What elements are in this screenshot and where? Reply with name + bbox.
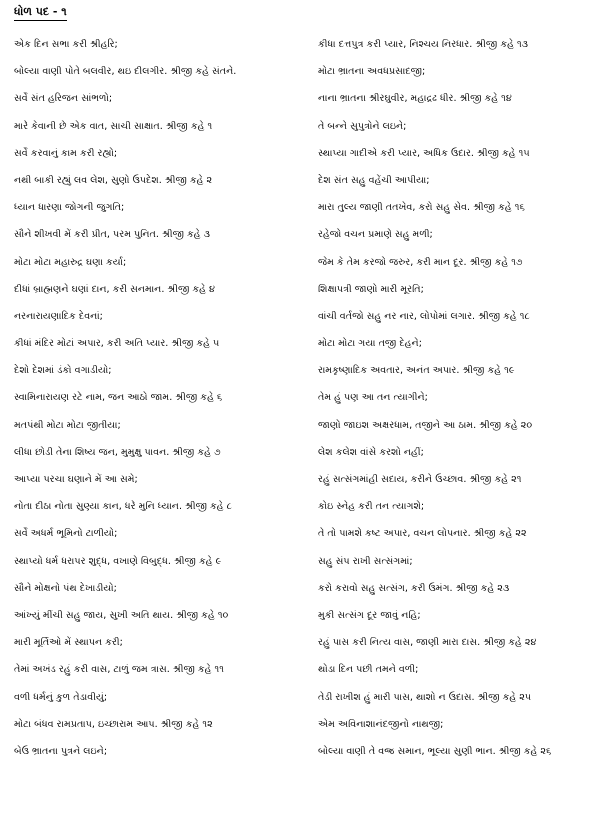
left-verse-line: કીધાં મંદિર મોટાં અપાર, કરી અતિ પ્યાર. શ્રીજી કહે ૫: [14, 338, 220, 350]
right-verse-line: દેશ સંત સહુ વહેંચી આપીયા;: [318, 174, 430, 186]
left-verse-line: દીધાં બ્રાહ્મણને ઘણાં દાન, કરી સનમાન. શ્રીજી કહે ૪: [14, 283, 216, 295]
right-verse-line: મોટા ભ્રાતના અવધપ્રસાદજી;: [318, 66, 426, 78]
left-verse-line: એક દિન સભા કરી શ્રીહરિ;: [14, 39, 118, 50]
left-verse-line: સર્વે સંત હરિજન સાંભળો;: [14, 93, 113, 105]
right-verse-line: લેશ કલેશ વાંસે કરશો નહીં;: [318, 446, 424, 458]
left-verse-line: સ્વામિનારાયણ રટે નામ, જન આઠો જામ. શ્રીજી કહે ૬: [14, 392, 223, 404]
right-verse-line: તે તો પામશે કષ્ટ અપાર, વચન લોપનાર. શ્રીજી કહે ૨૨: [318, 528, 527, 540]
left-verse-line: મારે કેવાની છે એક વાત, સાચી સાક્ષાત. શ્રીજી કહે ૧: [14, 120, 213, 132]
right-verse-line: એમ અવિનાશાનંદજીનો નાથજી;: [318, 718, 444, 730]
left-verse-line: મોટા બંધવ રામપ્રતાપ, ઇચ્છારામ આપ. શ્રીજી કહે ૧૨: [14, 718, 213, 730]
right-verse-line: રહેજો વચન પ્રમાણે સહુ મળી;: [318, 229, 433, 241]
left-column: [14, 38, 314, 772]
right-verse-line: જાણો જાઇશ અક્ષરધામ, તજીને આ ઠામ. શ્રીજી કહે ૨૦: [318, 419, 533, 431]
page-title: ધોળ પદ - ૧: [14, 4, 67, 21]
left-verse-line: વળી ધર્મનું કુળ તેડાવીયું;: [14, 691, 108, 703]
right-verse-line: રહું પાસ કરી નિત્ય વાસ, જાણી મારા દાસ. શ્રીજી કહે ૨૪: [318, 637, 537, 649]
left-verse-line: સ્થાપ્યો ધર્મ ધરાપર શુદ્ધ, વખાણે વિબુદ્ધ. શ્રીજી કહે ૯: [14, 555, 222, 567]
left-verse-line: લીધા છોડી તેના શિષ્ય જન, મુમુક્ષુ પાવન. શ્રીજી કહે ૭: [14, 446, 221, 458]
right-verse-line: કરો કરાવો સહુ સત્સંગ, કરી ઉમંગ. શ્રીજી કહે ૨૩: [318, 582, 510, 594]
left-verse-line: સૌને શીખવી મેં કરી પ્રીત, પરમ પુનિત. શ્રીજી કહે ૩: [14, 229, 211, 241]
left-verse-line: આપ્યા પરચા ઘણાને મેં આ સમે;: [14, 474, 138, 485]
left-verse-line: મતપંથી મોટા મોટા જીતીયા;: [14, 419, 121, 431]
left-verse-line: તેમાં અખંડ રહું કરી વાસ, ટાળું જમ ત્રાસ. શ્રીજી કહે ૧૧: [14, 664, 224, 676]
right-verse-line: મારા તુલ્ય જાણી તતખેવ, કરો સહુ સેવ. શ્રીજી કહે ૧૬: [318, 202, 525, 214]
left-verse-line: સર્વે અધર્મ ભૂમિનો ટાળીયો;: [14, 528, 118, 540]
right-verse-line: બોલ્યા વાણી તે વજ્ર સમાન, ભૂલ્યા સુણી ભાન. શ્રીજી કહે ૨૬: [318, 745, 552, 757]
right-verse-line: તેમ હું પણ આ તન ત્યાગીને;: [318, 392, 428, 404]
right-verse-line: મોટા મોટા ગયા તજી દેહને;: [318, 338, 422, 350]
left-verse-line: નથી બાકી રહ્યું લવ લેશ, સુણો ઉપદેશ. શ્રીજી કહે ૨: [14, 174, 213, 186]
left-verse-line: નરનારાયણાદિક દેવનાં;: [14, 310, 103, 322]
left-verse-line: બેઉ ભ્રાતના પુત્રને લઇને;: [14, 745, 108, 757]
right-verse-line: શિક્ષાપત્રી જાણો મારી મૂરતિ;: [318, 283, 424, 295]
left-verse-line: મારી મૂર્તિઓ મેં સ્થાપન કરી;: [14, 637, 123, 649]
right-verse-line: કોઇ સ્નેહ કરી તન ત્યાગશે;: [318, 501, 425, 513]
right-verse-line: રામકૃષ્ણાદિક અવતાર, અનંત અપાર. શ્રીજી કહે ૧૯: [318, 365, 515, 377]
left-verse-line: દેશો દેશમાં ડંકો વગાડીયો;: [14, 365, 112, 377]
left-verse-line: નોતા દીઠા નોતા સુણ્યા કાન, ધરે મુનિ ધ્યાન. શ્રીજી કહે ૮: [14, 501, 232, 513]
right-verse-line: તે બન્ને સુપુત્રોને લઇને;: [318, 120, 407, 132]
left-verse-line: ધ્યાન ધારણા જોગની જુગતિ;: [14, 202, 125, 214]
right-verse-line: કીધા દત્તપુત્ર કરી પ્યાર, નિશ્ચય નિરધાર. શ્રીજી કહે ૧૩: [318, 39, 529, 50]
right-verse-line: મુકી સત્સંગ દૂર જાવું નહિ;: [318, 609, 421, 621]
right-verse-line: થોડા દિન પછી તમને વળી;: [318, 664, 419, 676]
left-verse-line: સર્વે કરવાનું કામ કરી રહ્યો;: [14, 147, 118, 159]
right-column: [318, 38, 602, 772]
left-verse-line: બોલ્યા વાણી પોતે બલવીર, થઇ દીલગીર. શ્રીજી કહે સંતને.: [14, 66, 237, 78]
left-verse-line: આંખ્યું મીંચી સહુ જાય, સુખી અતિ થાય. શ્રીજી કહે ૧૦: [14, 609, 229, 621]
right-verse-line: સહુ સંપ રાખી સત્સંગમાં;: [318, 555, 413, 567]
right-verse-line: સ્થાપ્યા ગાદીએ કરી પ્યાર, અધિક ઉદાર. શ્રીજી કહે ૧૫: [318, 147, 530, 159]
right-verse-line: તેડી રાખીશ હું મારી પાસ, થાશો ન ઉદાસ. શ્રીજી કહે ૨૫: [318, 691, 532, 703]
left-verse-line: મોટા મોટા મહારુદ્ર ઘણા કર્યા;: [14, 256, 127, 268]
right-verse-line: વાંચી વર્તજો સહુ નર નાર, લોપોમાં લગાર. શ્રીજી કહે ૧૮: [318, 310, 530, 322]
left-verse-line: સૌને મોક્ષનો પંથ દેખાડીયો;: [14, 582, 117, 594]
right-verse-line: જેમ કે તેમ કરજો જરુર, કરી માન દૂર. શ્રીજી કહે ૧૭: [318, 256, 523, 268]
right-verse-line: નાના ભ્રાતના શ્રીરઘુવીર, મહાદ્રઢ ધીર. શ્રીજી કહે ૧૪: [318, 93, 512, 105]
right-verse-line: રહું સત્સંગમાંહી સદાય, કરીને ઉચ્છાવ. શ્રીજી કહે ૨૧: [318, 474, 522, 485]
